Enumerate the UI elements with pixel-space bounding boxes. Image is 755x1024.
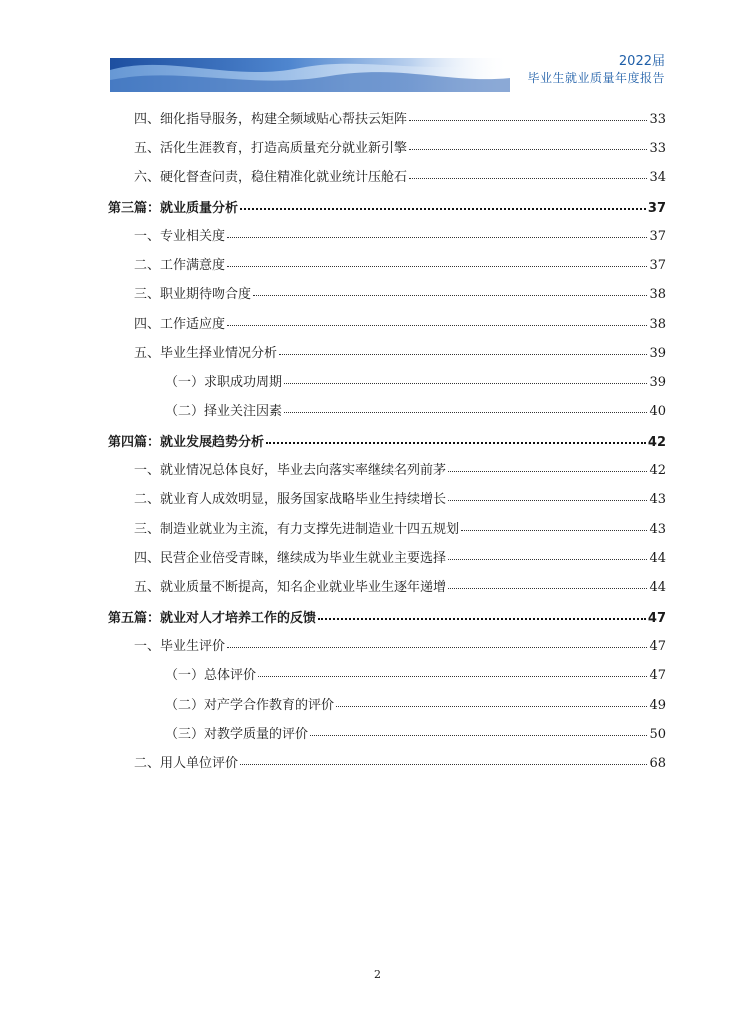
toc-dot-leader <box>279 342 647 355</box>
toc-entry[interactable] <box>108 549 666 569</box>
toc-dot-leader <box>266 430 646 444</box>
toc-entry[interactable] <box>108 490 666 510</box>
toc-page-number: 34 <box>649 170 666 185</box>
toc-dot-leader <box>461 518 647 531</box>
toc-page-number: 33 <box>649 112 666 127</box>
page-number: 2 <box>374 968 381 981</box>
toc-entry-label: 第三篇：就业质量分析 <box>108 201 239 216</box>
toc-entry-label: 一、就业情况总体良好，毕业去向落实率继续名列前茅 <box>134 463 447 478</box>
toc-dot-leader <box>448 576 647 589</box>
toc-dot-leader <box>284 400 647 413</box>
toc-entry-label: （一）总体评价 <box>165 668 257 683</box>
toc-dot-leader <box>227 254 647 267</box>
toc-entry[interactable] <box>108 344 666 364</box>
toc-page-number: 47 <box>647 611 666 626</box>
toc-entry[interactable] <box>108 725 666 745</box>
toc-page-number: 44 <box>649 551 666 566</box>
toc-entry[interactable] <box>108 373 666 393</box>
toc-page-number: 49 <box>649 698 666 713</box>
toc-page-number: 50 <box>649 727 666 742</box>
toc-entry-label: （一）求职成功周期 <box>165 375 283 390</box>
toc-dot-leader <box>448 488 647 501</box>
toc-entry-label: 五、毕业生择业情况分析 <box>134 346 278 361</box>
toc-dot-leader <box>227 635 647 648</box>
toc-entry[interactable] <box>108 168 666 188</box>
toc-entry[interactable] <box>108 637 666 657</box>
toc-entry-label: 三、制造业就业为主流，有力支撑先进制造业十四五规划 <box>134 522 460 537</box>
toc-dot-leader <box>409 108 647 121</box>
toc-page-number: 39 <box>649 346 666 361</box>
toc-entry[interactable] <box>108 520 666 540</box>
toc-entry-label: 五、活化生涯教育，打造高质量充分就业新引擎 <box>134 141 408 156</box>
toc-page-number: 43 <box>649 492 666 507</box>
toc-entry-label: （二）对产学合作教育的评价 <box>165 698 335 713</box>
toc-entry[interactable] <box>108 696 666 716</box>
toc-section-heading[interactable] <box>108 432 666 452</box>
toc-dot-leader <box>240 196 646 210</box>
toc-page-number: 38 <box>649 287 666 302</box>
toc-page-number: 44 <box>649 580 666 595</box>
toc-entry[interactable] <box>108 578 666 598</box>
toc-entry-label: 四、细化指导服务，构建全频域贴心帮扶云矩阵 <box>134 112 408 127</box>
toc-dot-leader <box>253 283 647 296</box>
toc-dot-leader <box>284 371 647 384</box>
toc-entry-label: （三）对教学质量的评价 <box>165 727 309 742</box>
toc-entry[interactable] <box>108 110 666 130</box>
toc-entry-label: 四、民营企业倍受青睐，继续成为毕业生就业主要选择 <box>134 551 447 566</box>
toc-page-number: 37 <box>647 201 666 216</box>
toc-page-number: 39 <box>649 375 666 390</box>
toc-entry[interactable] <box>108 256 666 276</box>
header-year: 2022届 <box>618 54 665 69</box>
toc-page-number: 38 <box>649 317 666 332</box>
toc-page-number: 43 <box>649 522 666 537</box>
toc-section-heading[interactable] <box>108 608 666 628</box>
toc-dot-leader <box>409 166 647 179</box>
toc-entry-label: 三、职业期待吻合度 <box>134 287 252 302</box>
toc-entry-label: 一、专业相关度 <box>134 229 226 244</box>
toc-page-number: 68 <box>649 756 666 771</box>
toc-entry[interactable] <box>108 315 666 335</box>
toc-entry-label: （二）择业关注因素 <box>165 404 283 419</box>
toc-page-number: 37 <box>649 258 666 273</box>
toc-entry-label: 二、就业育人成效明显，服务国家战略毕业生持续增长 <box>134 492 447 507</box>
toc-entry-label: 二、工作满意度 <box>134 258 226 273</box>
toc-dot-leader <box>310 723 647 736</box>
toc-entry-label: 二、用人单位评价 <box>134 756 239 771</box>
toc-dot-leader <box>409 137 647 150</box>
toc-entry[interactable] <box>108 285 666 305</box>
toc-dot-leader <box>258 664 647 677</box>
toc-dot-leader <box>448 547 647 560</box>
toc-page-number: 37 <box>649 229 666 244</box>
toc-section-heading[interactable] <box>108 198 666 218</box>
header-title: 毕业生就业质量年度报告 <box>527 71 665 85</box>
toc-entry-label: 一、毕业生评价 <box>134 639 226 654</box>
toc-entry[interactable] <box>108 754 666 774</box>
toc-page-number: 33 <box>649 141 666 156</box>
toc-page-number: 47 <box>649 639 666 654</box>
toc-dot-leader <box>318 606 646 620</box>
toc-entry[interactable] <box>108 666 666 686</box>
toc-dot-leader <box>448 459 647 472</box>
toc-entry[interactable] <box>108 461 666 481</box>
toc-dot-leader <box>227 225 647 238</box>
toc-page-number: 42 <box>647 435 666 450</box>
toc-entry-label: 第五篇：就业对人才培养工作的反馈 <box>108 611 317 626</box>
toc-entry[interactable] <box>108 227 666 247</box>
toc-page-number: 40 <box>649 404 666 419</box>
toc-page-number: 47 <box>649 668 666 683</box>
report-header <box>110 52 665 92</box>
toc-entry[interactable] <box>108 402 666 422</box>
toc-dot-leader <box>336 694 647 707</box>
toc-entry-label: 四、工作适应度 <box>134 317 226 332</box>
toc-dot-leader <box>227 313 647 326</box>
toc-entry-label: 六、硬化督查问责，稳住精准化就业统计压舱石 <box>134 170 408 185</box>
toc-dot-leader <box>240 752 647 765</box>
toc-entry-label: 五、就业质量不断提高，知名企业就业毕业生逐年递增 <box>134 580 447 595</box>
toc-page-number: 42 <box>649 463 666 478</box>
toc-entry-label: 第四篇：就业发展趋势分析 <box>108 435 265 450</box>
toc-entry[interactable] <box>108 139 666 159</box>
